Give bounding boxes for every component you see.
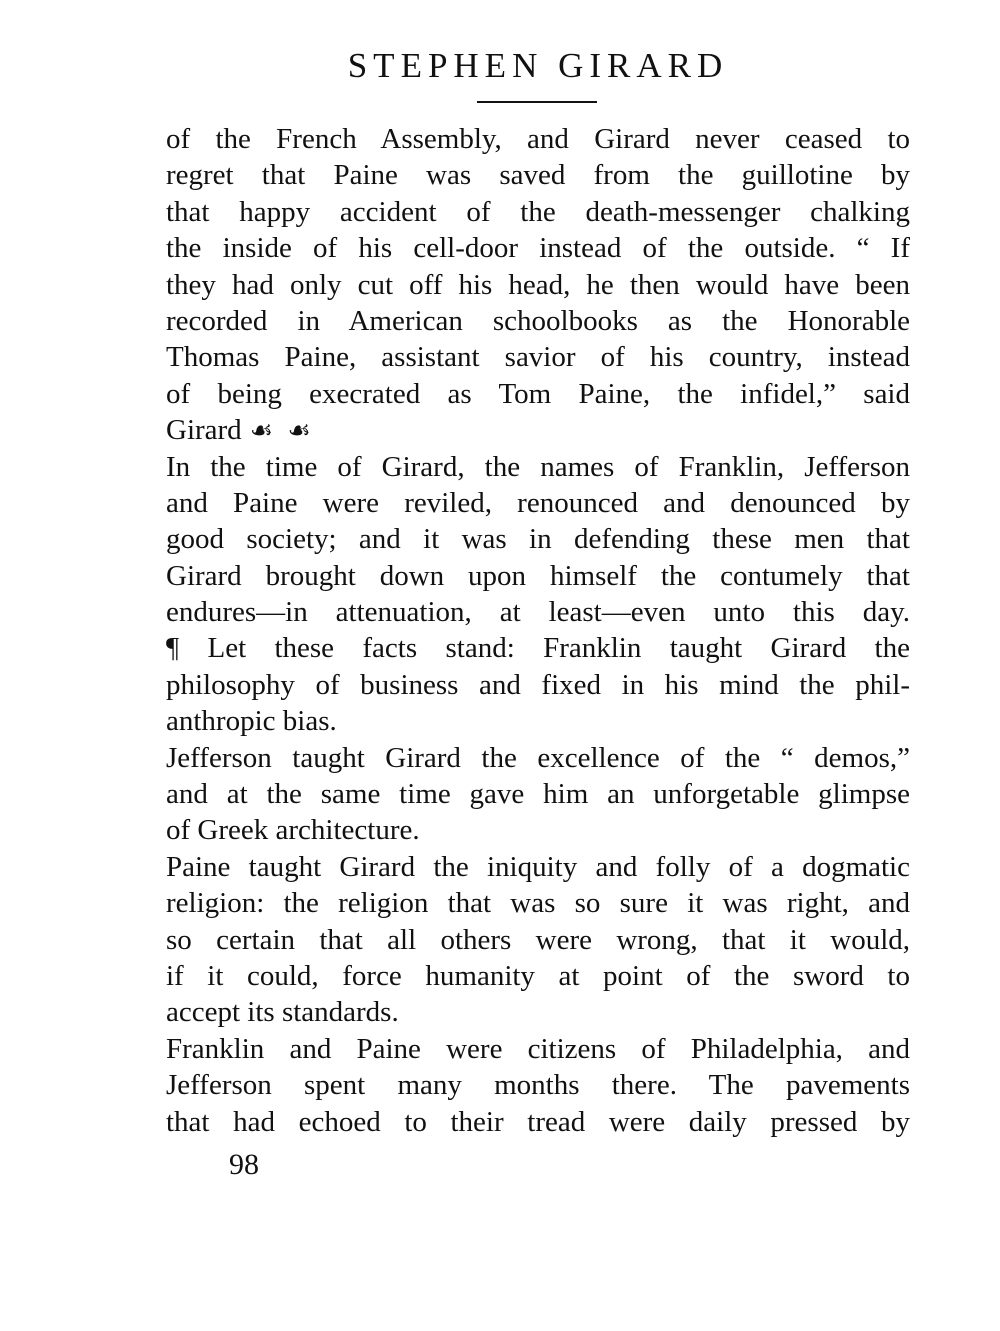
text-line-20: of Greek architecture. (166, 814, 420, 847)
text-line-28: that had echoed to their tread were daily pressed by (166, 1105, 910, 1138)
text-line-8: of being execrated as Tom Paine, the infidel,” said (166, 377, 910, 410)
body-text (166, 121, 910, 1140)
text-line-3: that happy accident of the death-messenger chalking (166, 195, 910, 228)
text-line-5: they had only cut off his head, he then would have been (166, 268, 910, 301)
text-line-9 (166, 412, 910, 448)
text-line-12: good society; and it was in defending these men that (166, 523, 910, 556)
text-line-23: so certain that all others were wrong, that it would, (166, 923, 910, 956)
text-line-2: regret that Paine was saved from the guillotine by (166, 159, 910, 192)
running-head: STEPHEN GIRARD (347, 46, 729, 85)
page-number: 98 (229, 1148, 259, 1181)
text-line-9-words: Girard (166, 414, 242, 447)
text-line-13: Girard brought down upon himself the contumely that (166, 559, 910, 592)
text-line-16: philosophy of business and fixed in his mind the phil- (166, 668, 910, 701)
text-line-15: ¶ Let these facts stand: Franklin taught Girard the (166, 632, 910, 665)
text-line-6: recorded in American schoolbooks as the Honorable (166, 304, 910, 337)
text-line-19: and at the same time gave him an unforgetable glimpse (166, 778, 910, 811)
text-line-25: accept its standards. (166, 996, 399, 1029)
text-line-22: religion: the religion that was so sure it was right, and (166, 887, 910, 920)
text-line-4: the inside of his cell-door instead of the outside. “ If (166, 232, 910, 265)
text-line-1: of the French Assembly, and Girard never ceased to (166, 123, 910, 155)
text-line-18: Jefferson taught Girard the excellence of the “ demos,” (166, 741, 910, 774)
text-line-24: if it could, force humanity at point of the sword to (166, 959, 910, 992)
text-line-26: Franklin and Paine were citizens of Philadelphia, and (166, 1032, 910, 1065)
text-line-27: Jefferson spent many months there. The pavements (166, 1069, 910, 1102)
header-rule (477, 101, 597, 103)
text-line-17: anthropic bias. (166, 705, 337, 738)
text-line-7: Thomas Paine, assistant savior of his country, instead (166, 341, 910, 374)
text-line-11: and Paine were reviled, renounced and denounced by (166, 486, 910, 519)
text-line-21: Paine taught Girard the iniquity and folly of a dogmatic (166, 850, 910, 883)
text-line-14: endures—in attenuation, at least—even unto this day. (166, 596, 910, 629)
text-line-10: In the time of Girard, the names of Franklin, Jefferson (166, 450, 910, 483)
fleuron-ornament-icon: ☙ ☙ (249, 416, 315, 446)
